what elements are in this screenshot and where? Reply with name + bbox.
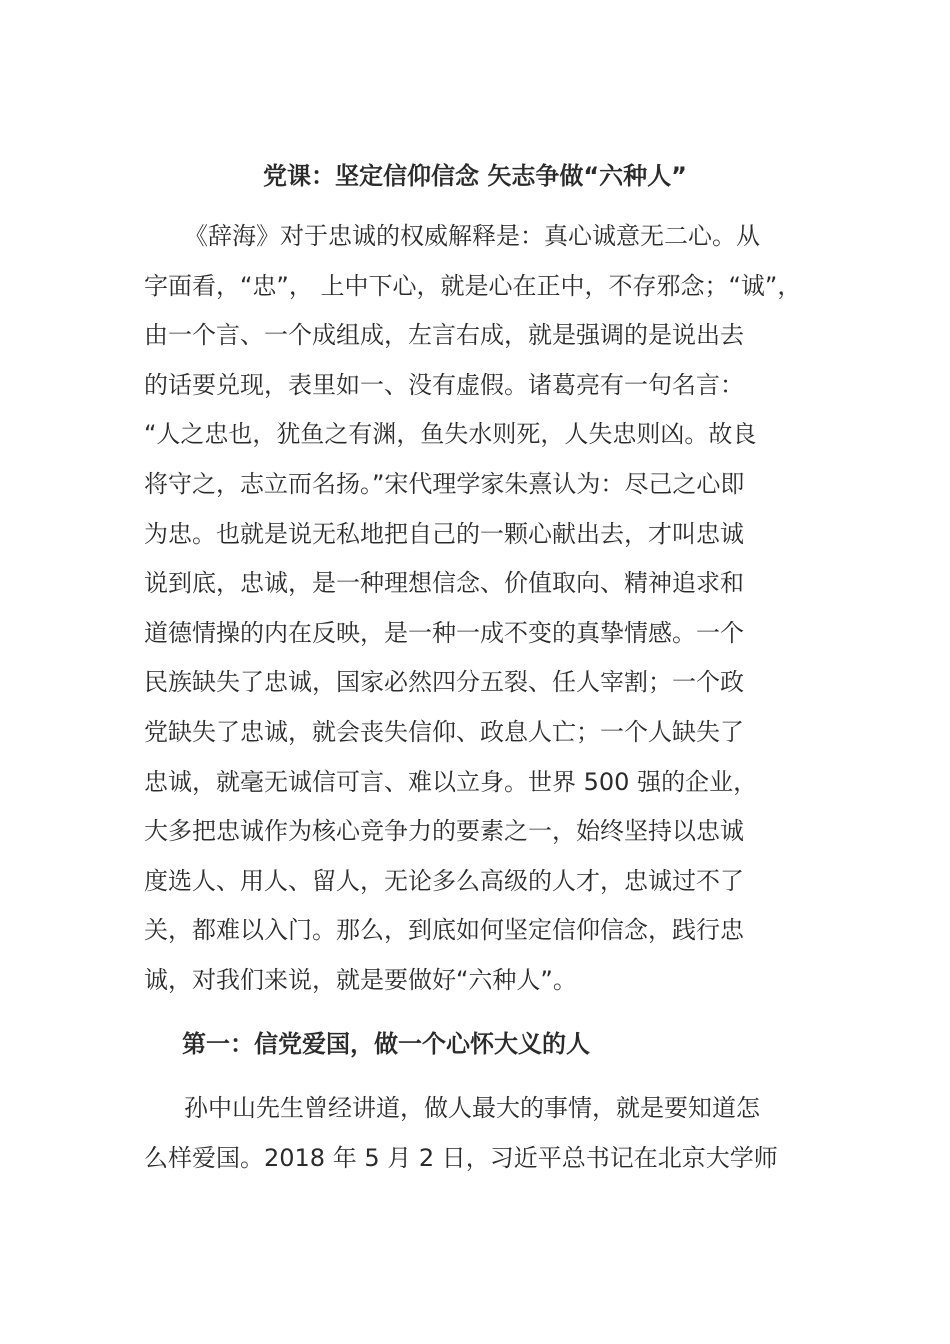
paragraph-first-section xyxy=(144,1084,808,1183)
paragraph-line: 为忠。也就是说无私地把自己的一颗心献出去，才叫忠诚 xyxy=(144,519,744,548)
paragraph-line: 将守之，志立而名扬。”宋代理学家朱熹认为：尽己之心即 xyxy=(144,469,745,498)
paragraph-line: 诚，对我们来说，就是要做好“六种人”。 xyxy=(144,965,577,994)
paragraph-line: 由一个言、一个成组成，左言右成，就是强调的是说出去 xyxy=(144,321,744,350)
paragraph-line: 道德情操的内在反映，是一种一成不变的真挚情感。一个 xyxy=(144,618,744,647)
paragraph-line: 《辞海》对于忠诚的权威解释是：真心诚意无二心。从 xyxy=(184,222,760,250)
paragraph-intro xyxy=(144,212,808,1006)
document-title: 党课：坚定信仰信念 矢志争做“六种人” xyxy=(263,162,687,190)
paragraph-line: 度选人、用人、留人，无论多么高级的人才，忠诚过不了 xyxy=(144,866,744,895)
paragraph-line: 民族缺失了忠诚，国家必然四分五裂、任人宰割；一个政 xyxy=(144,668,744,697)
paragraph-line: 的话要兑现，表里如一、没有虚假。诸葛亮有一句名言： xyxy=(144,370,744,399)
paragraph-line: 孙中山先生曾经讲道，做人最大的事情，就是要知道怎 xyxy=(184,1094,760,1122)
paragraph-line: 字面看，“忠”， 上中下心，就是心在正中，不存邪念；“诚”， xyxy=(144,271,802,300)
paragraph-line: 说到底，忠诚，是一种理想信念、价值取向、精神追求和 xyxy=(144,569,744,598)
paragraph-line: 么样爱国。2018 年 5 月 2 日，习近平总书记在北京大学师 xyxy=(144,1143,778,1172)
paragraph-line: 关，都难以入门。那么，到底如何坚定信仰信念，践行忠 xyxy=(144,916,744,945)
paragraph-line: 忠诚，就毫无诚信可言、难以立身。世界 500 强的企业， xyxy=(144,767,758,796)
paragraph-line: 党缺失了忠诚，就会丧失信仰、政息人亡；一个人缺失了 xyxy=(144,717,744,746)
paragraph-line: 大多把忠诚作为核心竞争力的要素之一，始终坚持以忠诚 xyxy=(144,817,744,846)
section-heading-first: 第一：信党爱国，做一个心怀大义的人 xyxy=(182,1030,590,1058)
paragraph-line: “人之忠也，犹鱼之有渊，鱼失水则死，人失忠则凶。故良 xyxy=(144,420,757,449)
